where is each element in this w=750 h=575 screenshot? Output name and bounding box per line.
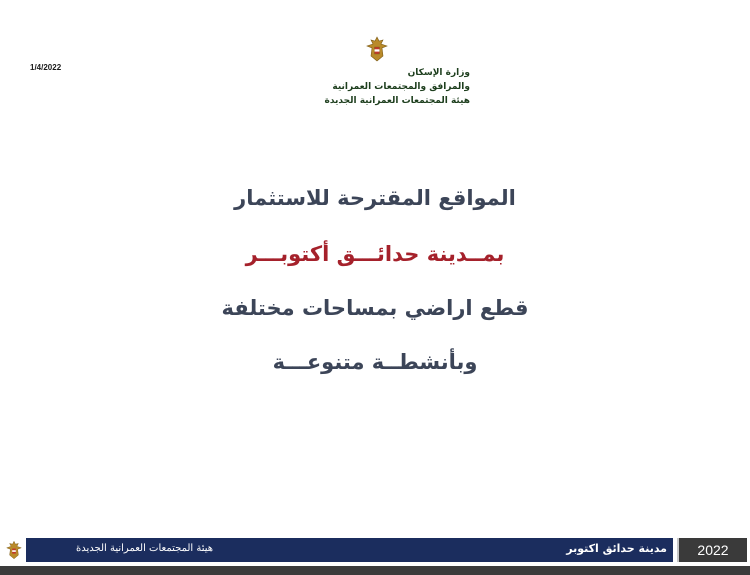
- footer-band: [26, 538, 673, 562]
- footer-year: 2022: [677, 538, 747, 562]
- title-line-4: وبأنشطــة متنوعـــة: [272, 350, 478, 374]
- date-label: 1/4/2022: [30, 63, 62, 72]
- title-line-1: المواقع المقترحة للاستثمار: [234, 186, 516, 210]
- title-line-3: قطع اراضي بمساحات مختلفة: [221, 296, 529, 320]
- footer-city-name: مدينة حدائق اكتوبر: [566, 542, 667, 555]
- eagle-emblem-icon: [366, 36, 388, 62]
- eagle-emblem-icon: [6, 540, 22, 560]
- ministry-line-1: وزارة الإسكان: [407, 68, 470, 78]
- title-line-2: بمــدينة حدائـــق أكتوبـــر: [245, 242, 505, 266]
- bottom-bar: [0, 566, 750, 575]
- ministry-block: [250, 66, 470, 108]
- ministry-line-3: هيئة المجتمعات العمرانية الجديدة: [324, 96, 470, 106]
- ministry-line-2: والمرافق والمجتمعات العمرانية: [332, 82, 470, 92]
- footer: [0, 536, 750, 565]
- footer-authority-name: هيئة المجتمعات العمرانية الجديدة: [76, 543, 214, 554]
